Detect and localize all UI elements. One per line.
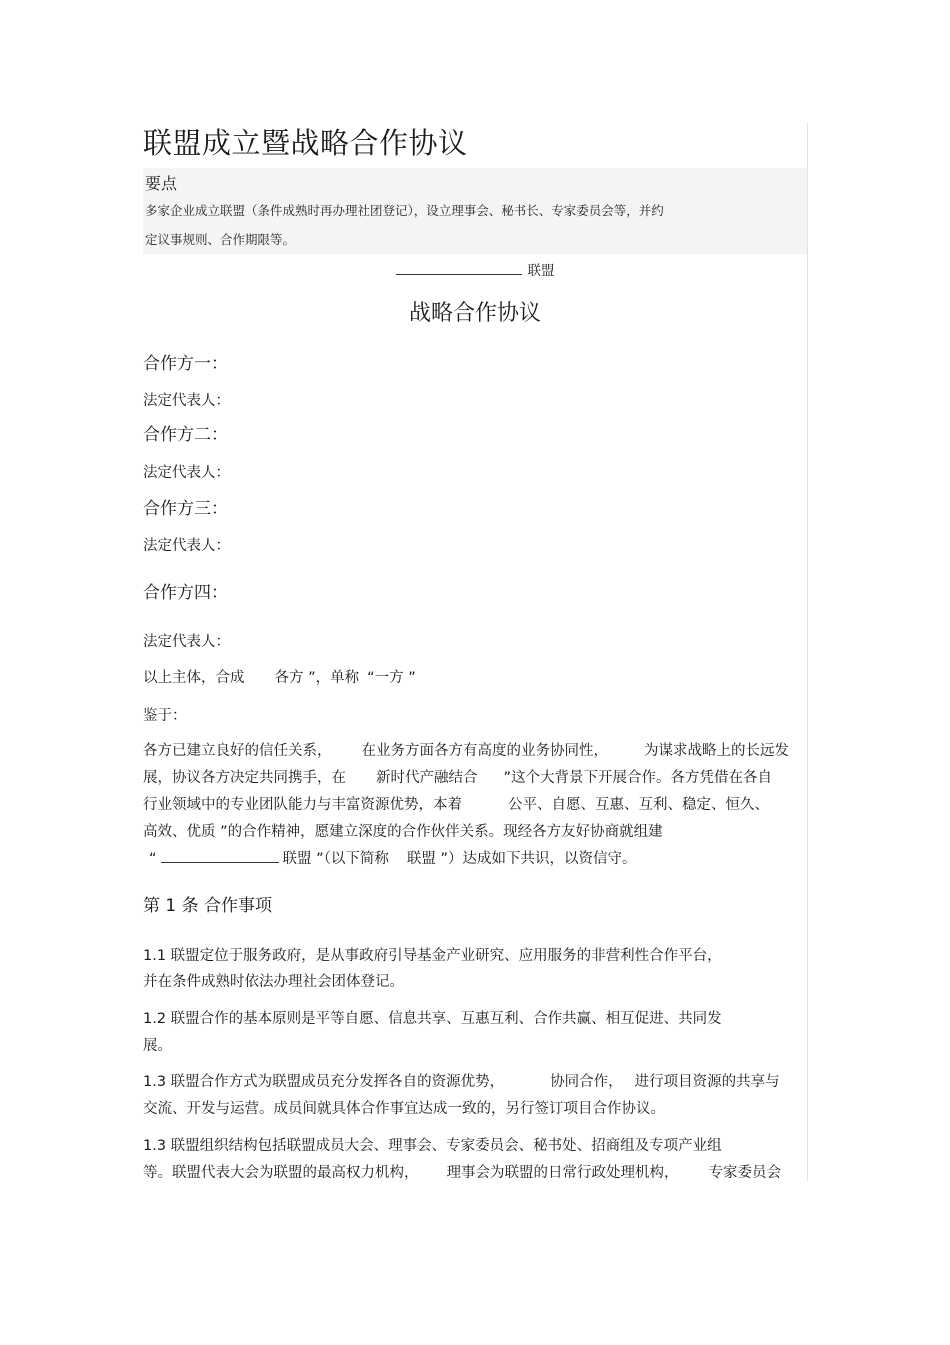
party-4-label: 合作方四： xyxy=(143,583,228,603)
preamble-line-3 xyxy=(143,794,769,816)
preamble-text: 联盟 ”（以下简称 xyxy=(282,851,389,867)
clause-text: 理事会为联盟的日常行政处理机构， xyxy=(446,1165,679,1181)
alliance-name-blank-2[interactable] xyxy=(161,848,279,863)
alliance-suffix: 联盟 xyxy=(527,263,555,279)
preamble-text: ”这个大背景下开展合作。各方凭借在各自 xyxy=(503,770,773,786)
collective-text-1: 以上主体，合成 xyxy=(143,670,245,686)
party-2-rep: 法定代表人： xyxy=(143,465,230,481)
agreement-title: 战略合作协议 xyxy=(408,301,541,326)
clause-1-1-line-2: 并在条件成熟时依法办理社会团体登记。 xyxy=(143,974,404,990)
preamble-text: “ xyxy=(149,851,157,867)
preamble-text: 行业领域中的专业团队能力与丰富资源优势，本着 xyxy=(143,797,462,813)
clause-1-3-line-1 xyxy=(143,1071,780,1093)
party-1-rep: 法定代表人： xyxy=(143,393,230,409)
whereas-label: 鉴于： xyxy=(143,708,187,724)
preamble-line-5 xyxy=(143,848,637,870)
party-1-label: 合作方一： xyxy=(143,354,228,374)
key-points-line-2: 定议事规则、合作期限等。 xyxy=(145,232,296,247)
clause-text: 进行项目资源的共享与 xyxy=(634,1074,780,1090)
alliance-name-blank[interactable] xyxy=(396,260,522,275)
clause-1-2-line-2: 展。 xyxy=(143,1038,172,1054)
key-points-box xyxy=(143,168,807,254)
document-page xyxy=(143,123,808,1181)
alliance-name-line xyxy=(143,260,807,281)
clause-1-2-line-1: 1.2 联盟合作的基本原则是平等自愿、信息共享、互惠互利、合作共赢、相互促进、共同发 xyxy=(143,1011,722,1027)
preamble-text: 新时代产融结合 xyxy=(376,770,478,786)
clause-text: 协同合作， xyxy=(550,1074,623,1090)
preamble-text: 各方已建立良好的信任关系， xyxy=(143,743,332,759)
preamble-line-4: 高效、优质 ”的合作精神，愿建立深度的合作伙伴关系。现经各方友好协商就组建 xyxy=(143,824,663,840)
preamble-text: 在业务方面各方有高度的业务协同性， xyxy=(361,743,608,759)
document-title: 联盟成立暨战略合作协议 xyxy=(143,126,468,160)
clause-text: 专家委员会 xyxy=(708,1165,781,1181)
collective-text-2: 各方 ”，单称 xyxy=(274,670,360,686)
preamble-line-2 xyxy=(143,767,772,789)
preamble-text: 联盟 ”）达成如下共识，以资信守。 xyxy=(406,851,637,867)
key-points-line-1: 多家企业成立联盟（条件成熟时再办理社团登记），设立理事会、秘书长、专家委员会等，并约 xyxy=(145,203,664,218)
clause-text: 1.3 联盟合作方式为联盟成员充分发挥各自的资源优势， xyxy=(143,1074,505,1090)
clause-1-1-line-1: 1.1 联盟定位于服务政府，是从事政府引导基金产业研究、应用服务的非营利性合作平台， xyxy=(143,948,722,964)
collective-text-3: “一方 ” xyxy=(367,670,416,686)
clause-1-4-line-2 xyxy=(143,1162,781,1181)
clause-1-3-line-2: 交流、开发与运营。成员间就具体合作事宜达成一致的，另行签订项目合作协议。 xyxy=(143,1101,665,1117)
key-points-heading: 要点 xyxy=(145,174,178,193)
preamble-text: 为谋求战略上的长远发 xyxy=(644,743,789,759)
party-2-label: 合作方二： xyxy=(143,425,228,445)
party-3-rep: 法定代表人： xyxy=(143,538,230,554)
clause-1-4-line-1: 1.3 联盟组织结构包括联盟成员大会、理事会、专家委员会、秘书处、招商组及专项产业组 xyxy=(143,1138,722,1154)
preamble-text: 公平、自愿、互惠、互利、稳定、恒久、 xyxy=(508,797,769,813)
party-4-rep: 法定代表人： xyxy=(143,634,230,650)
clause-text: 等。联盟代表大会为联盟的最高权力机构， xyxy=(143,1165,419,1181)
preamble-line-1 xyxy=(143,740,789,762)
party-3-label: 合作方三： xyxy=(143,499,228,519)
collective-definition xyxy=(143,667,416,689)
article-1-heading: 第 1 条 合作事项 xyxy=(143,896,273,916)
preamble-text: 展，协议各方决定共同携手，在 xyxy=(143,770,346,786)
